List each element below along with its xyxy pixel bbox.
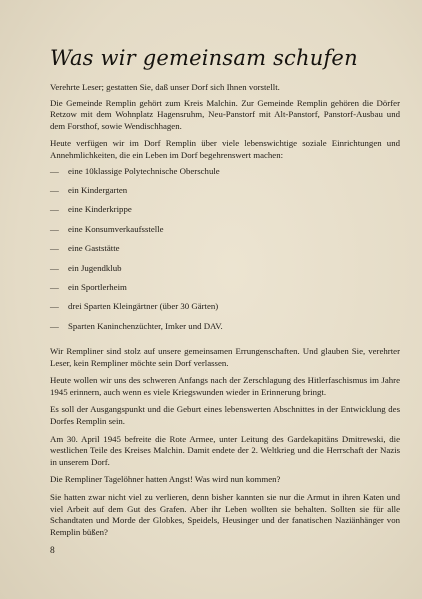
- list-item: [50, 166, 400, 185]
- list-item-text: eine Konsumverkaufsstelle: [68, 223, 164, 234]
- list-item: [50, 185, 400, 204]
- list-item-text: eine Kinderkrippe: [68, 204, 132, 215]
- list-item: [50, 321, 400, 340]
- page-number: 8: [50, 546, 55, 556]
- list-item-text: ein Jugendklub: [68, 262, 122, 273]
- list-dash: —: [50, 281, 59, 292]
- paragraph-verlieren: Sie hatten zwar nicht viel zu verlieren, denn bisher kannten sie nur die Armut in ihren Katen und viel Arbeit auf dem Gut des Grafen. Aber ihr Leben wollten sie behalten. Sollten sie für alle Schandtaten und Morde der Globkes, Speidels, Heusinger und der fanatischen Naziänhänger von Remplin büßen?: [50, 492, 400, 537]
- page-title: Was wir gemeinsam schufen: [50, 46, 358, 70]
- facilities-list: [50, 166, 400, 341]
- paragraph-stolz: Wir Rempliner sind stolz auf unsere gemeinsamen Errungenschaften. Und glauben Sie, verehrter Leser, kein Rempliner möchte sein Dorf verlassen.: [50, 346, 400, 368]
- paragraph-anfang: Heute wollen wir uns des schweren Anfangs nach der Zerschlagung des Hitlerfaschismus im Jahre 1945 erinnern, auch wenn es viele Kriegswunden wieder in Erinnerung bringt.: [50, 375, 400, 397]
- list-item: [50, 263, 400, 282]
- list-dash: —: [50, 243, 59, 254]
- list-item-text: ein Sportlerheim: [68, 281, 127, 292]
- list-item-text: ein Kindergarten: [68, 184, 128, 195]
- list-item-text: Sparten Kaninchenzüchter, Imker und DAV.: [68, 320, 223, 331]
- paragraph-gemeinde: Die Gemeinde Remplin gehört zum Kreis Malchin. Zur Gemeinde Remplin gehören die Dörfer Retzow mit dem Wohnplatz Hagensruhm, Neu-Panstorf mit Alt-Panstorf, Panstorf-Ausbau und dem Forsthof, sowie Wendischhagen.: [50, 97, 400, 131]
- list-dash: —: [50, 320, 59, 331]
- list-dash: —: [50, 165, 59, 176]
- list-item: [50, 282, 400, 301]
- list-item: [50, 224, 400, 243]
- list-dash: —: [50, 204, 59, 215]
- paragraph-april-1945: Am 30. April 1945 befreite die Rote Armee, unter Leitung des Gardekapitäns Dmitrewski, die westlichen Teile des Kreises Malchin. Damit endete der 2. Weltkrieg und die Herrschaft der Nazis in unserem Dorf.: [50, 433, 400, 467]
- list-item-text: eine Gaststätte: [68, 243, 120, 254]
- list-item-text: drei Sparten Kleingärtner (über 30 Gärten): [68, 301, 219, 312]
- paragraph-ausgangspunkt: Es soll der Ausgangspunkt und die Geburt eines lebenswerten Abschnittes in der Entwicklung des Dorfes Remplin sein.: [50, 404, 400, 427]
- list-dash: —: [50, 223, 59, 234]
- list-item-text: eine 10klassige Polytechnische Oberschule: [68, 165, 220, 176]
- list-item: [50, 204, 400, 223]
- list-dash: —: [50, 301, 59, 312]
- list-dash: —: [50, 184, 59, 195]
- paragraph-heute: Heute verfügen wir im Dorf Remplin über viele lebenswichtige soziale Einrichtungen und Annehmlichkeiten, die ein Leben im Dorf begehrenswert machen:: [50, 138, 400, 160]
- list-item: [50, 301, 400, 320]
- list-item: [50, 243, 400, 262]
- list-dash: —: [50, 262, 59, 273]
- intro-paragraph: Verehrte Leser; gestatten Sie, daß unser Dorf sich Ihnen vorstellt.: [50, 82, 280, 92]
- paragraph-angst: Die Rempliner Tagelöhner hatten Angst! Was wird nun kommen?: [50, 474, 281, 485]
